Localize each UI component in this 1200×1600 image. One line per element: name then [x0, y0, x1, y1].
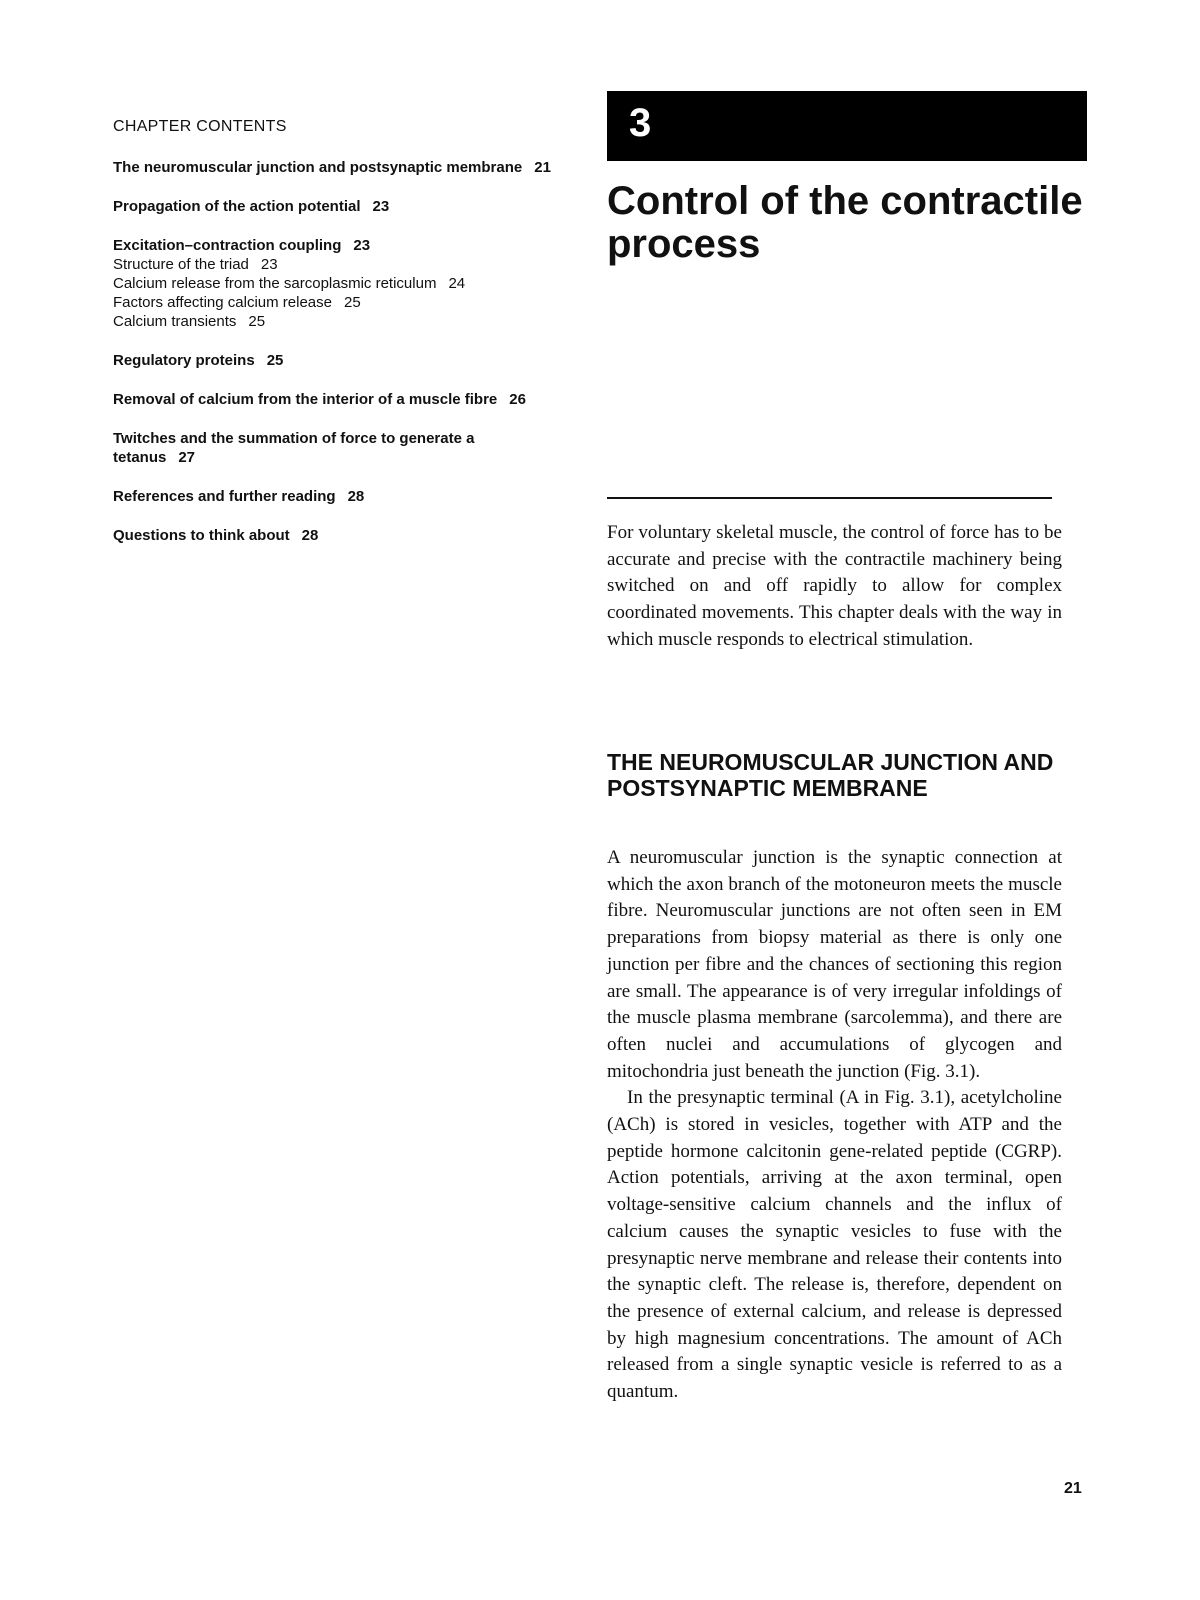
- toc-entry-title: Propagation of the action potential: [113, 198, 361, 215]
- toc-entry-page: 23: [353, 237, 371, 254]
- toc-entry-title: Questions to think about: [113, 527, 290, 544]
- toc-group: [113, 351, 553, 370]
- toc-entry-title: References and further reading: [113, 488, 336, 505]
- toc-entry-title: The neuromuscular junction and postsynaptic membrane: [113, 159, 523, 176]
- toc-entry-page: 25: [266, 352, 284, 369]
- toc-entry-page: 28: [347, 488, 365, 505]
- toc-entry[interactable]: [113, 351, 553, 370]
- toc-entry[interactable]: [113, 429, 553, 467]
- toc-subentry-page: 24: [448, 275, 466, 292]
- toc-entry-title: Excitation–contraction coupling: [113, 237, 342, 254]
- divider: [607, 497, 1052, 499]
- toc-group: [113, 197, 553, 216]
- toc-entry[interactable]: [113, 390, 553, 409]
- toc-subentry-title: Calcium transients: [113, 313, 237, 330]
- toc-subentry[interactable]: [113, 274, 553, 293]
- body-paragraph: A neuromuscular junction is the synaptic connection at which the axon branch of the motoneuron meets the muscle fibre. Neuromuscular junctions are not often seen in EM preparations from biopsy material as there is only one junction per fibre and the chances of sectioning this region are small. The appearance is of very irregular infoldings of the muscle plasma membrane (sarcolemma), and there are often nuclei and accumulations of glycogen and mitochondria just beneath the junction (Fig. 3.1).: [607, 847, 1062, 1082]
- page-number: 21: [1064, 1480, 1082, 1497]
- contents-heading: CHAPTER CONTENTS: [113, 118, 287, 135]
- toc-group: [113, 158, 553, 177]
- toc-subentry-title: Factors affecting calcium release: [113, 294, 332, 311]
- toc-subentry-title: Calcium release from the sarcoplasmic reticulum: [113, 275, 437, 292]
- toc-entry[interactable]: [113, 236, 553, 255]
- toc-group: [113, 429, 553, 467]
- chapter-intro: For voluntary skeletal muscle, the control of force has to be accurate and precise with the contractile machinery being switched on and off rapidly to allow for complex coordinated movements. This chapter deals with the way in which muscle responds to electrical stimulation.: [607, 522, 1062, 650]
- toc-entry-title: Regulatory proteins: [113, 352, 255, 369]
- toc-entry-page: 23: [372, 198, 390, 215]
- toc-entry[interactable]: [113, 526, 553, 545]
- section-heading: THE NEUROMUSCULAR JUNCTION AND POSTSYNAPTIC MEMBRANE: [607, 749, 1054, 801]
- toc-entry-page: 21: [534, 159, 551, 176]
- toc-entry-page: 27: [178, 449, 196, 466]
- chapter-number-banner: [607, 91, 1087, 161]
- toc-entry-page: 28: [301, 527, 319, 544]
- body-paragraph: In the presynaptic terminal (A in Fig. 3.1), acetylcholine (ACh) is stored in vesicles, together with ATP and the peptide hormone calcitonin gene-related peptide (CGRP). Action potentials, arriving at the axon terminal, open voltage-sensitive calcium channels and the influx of calcium causes the synaptic vesicles to fuse with the presynaptic nerve membrane and release their contents into the synaptic cleft. The release is, therefore, dependent on the presence of external calcium, and release is depressed by high magnesium concentrations. The amount of ACh released from a single synaptic vesicle is referred to as a quantum.: [607, 1087, 1062, 1403]
- toc-entry-title: Twitches and the summation of force to generate a tetanus: [113, 430, 475, 466]
- toc-group: [113, 487, 553, 506]
- toc-entry[interactable]: [113, 487, 553, 506]
- chapter-number: 3: [629, 101, 652, 145]
- chapter-title: Control of the contractile process: [607, 179, 1083, 266]
- toc-entry[interactable]: [113, 197, 553, 216]
- toc-entry-page: 26: [509, 391, 526, 408]
- toc-subentry-page: 25: [344, 294, 361, 311]
- toc-subentry-page: 23: [260, 256, 278, 273]
- toc-subentry-page: 25: [248, 313, 266, 330]
- toc-entry[interactable]: [113, 158, 553, 177]
- toc-entry-title: Removal of calcium from the interior of a muscle fibre: [113, 391, 498, 408]
- chapter-contents: [113, 118, 553, 565]
- toc-subentry-title: Structure of the triad: [113, 256, 249, 273]
- toc-subentry[interactable]: [113, 255, 553, 274]
- toc-subentry[interactable]: [113, 293, 553, 312]
- toc-group: [113, 390, 553, 409]
- toc-group: [113, 236, 553, 331]
- toc-group: [113, 526, 553, 545]
- section-body: [607, 845, 1062, 1406]
- toc-subentry[interactable]: [113, 312, 553, 331]
